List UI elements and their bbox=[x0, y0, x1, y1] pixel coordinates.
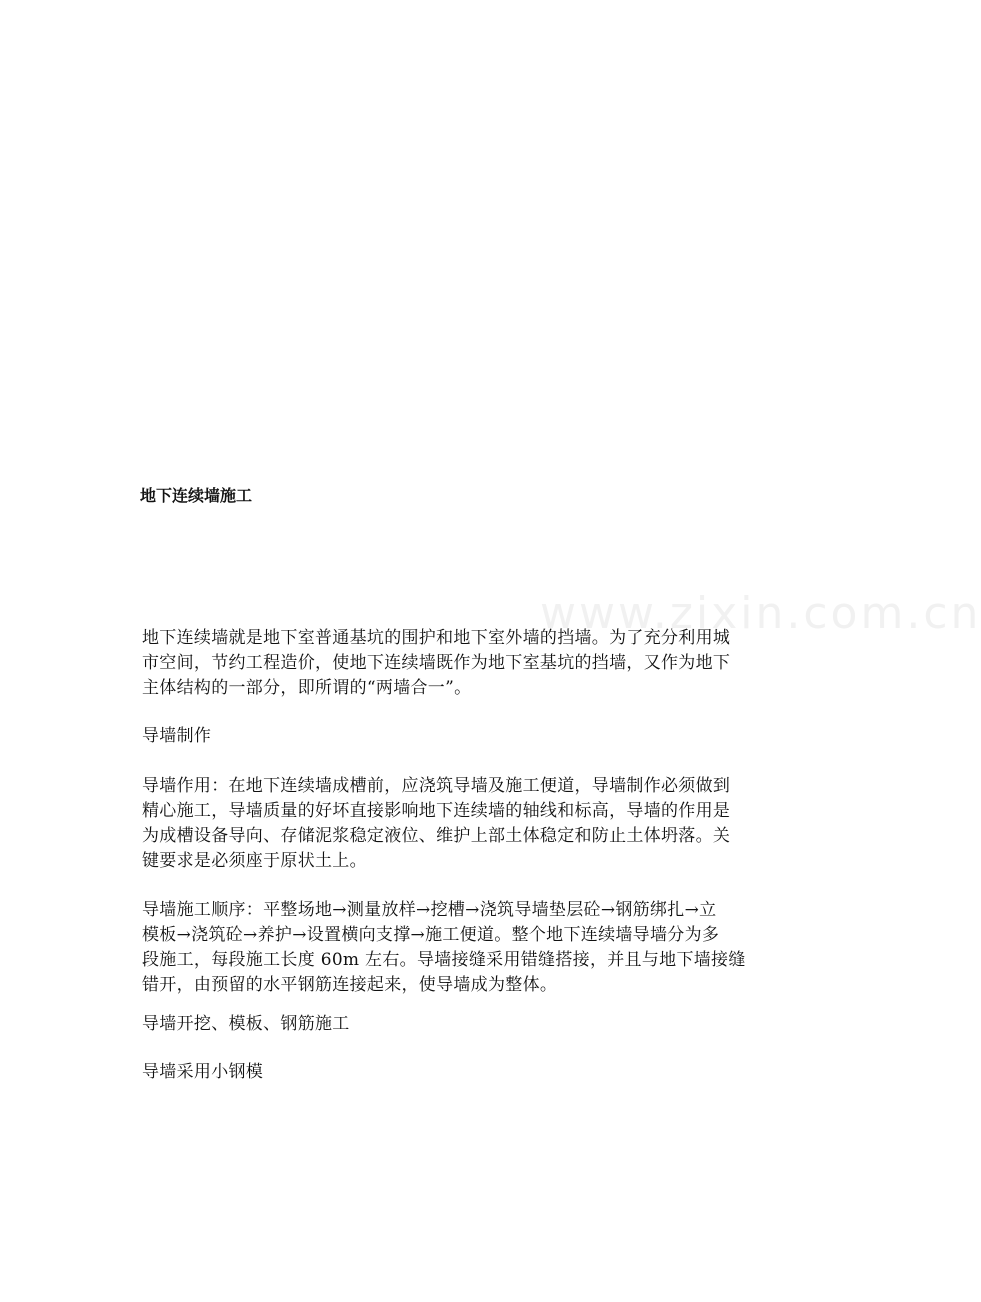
sequence-line: 段施工，每段施工长度 60m 左右。导墙接缝采用错缝搭接，并且与地下墙接缝 bbox=[142, 950, 746, 970]
intro-line: 地下连续墙就是地下室普通基坑的围护和地下室外墙的挡墙。为了充分利用城 bbox=[142, 628, 731, 648]
watermark-text: www.zixin.com.cn bbox=[540, 588, 981, 639]
intro-line: 市空间，节约工程造价，使地下连续墙既作为地下室基坑的挡墙，又作为地下 bbox=[142, 653, 731, 673]
section-heading-excavation: 导墙开挖、模板、钢筋施工 bbox=[142, 1014, 350, 1034]
function-line: 为成槽设备导向、存储泥浆稳定液位、维护上部土体稳定和防止土体坍落。关 bbox=[142, 826, 731, 846]
sequence-line: 错开，由预留的水平钢筋连接起来，使导墙成为整体。 bbox=[142, 975, 558, 995]
sequence-line: 模板→浇筑砼→养护→设置横向支撑→施工便道。整个地下连续墙导墙分为多 bbox=[142, 925, 720, 945]
intro-paragraph bbox=[142, 626, 782, 701]
guide-wall-function-paragraph bbox=[142, 774, 782, 874]
function-line: 导墙作用：在地下连续墙成槽前，应浇筑导墙及施工便道，导墙制作必须做到 bbox=[142, 776, 731, 796]
construction-sequence-paragraph bbox=[142, 898, 782, 998]
function-line: 精心施工，导墙质量的好坏直接影响地下连续墙的轴线和标高，导墙的作用是 bbox=[142, 801, 731, 821]
document-title: 地下连续墙施工 bbox=[140, 486, 253, 505]
function-line: 键要求是必须座于原状土上。 bbox=[142, 851, 367, 871]
intro-line: 主体结构的一部分，即所谓的“两墙合一”。 bbox=[142, 678, 472, 698]
sequence-line: 导墙施工顺序：平整场地→测量放样→挖槽→浇筑导墙垫层砼→钢筋绑扎→立 bbox=[142, 900, 717, 920]
steel-formwork-paragraph: 导墙采用小钢模 bbox=[142, 1062, 264, 1082]
section-heading-guide-wall: 导墙制作 bbox=[142, 726, 212, 746]
